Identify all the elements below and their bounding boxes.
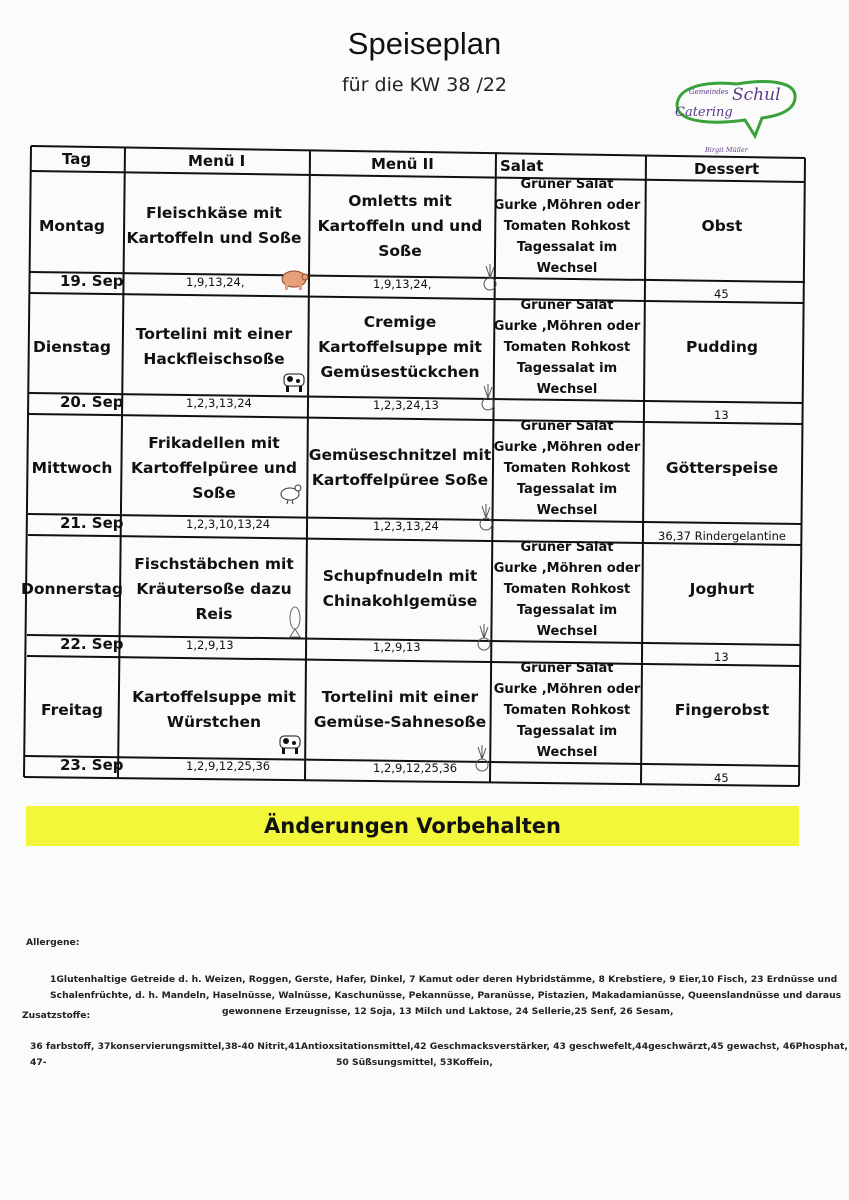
menu1-allergen-codes: 1,2,3,13,24 bbox=[186, 396, 252, 410]
date-cell: 22. Sep bbox=[60, 635, 124, 653]
col-header-tag: Tag bbox=[62, 150, 92, 168]
dessert-cell: Pudding bbox=[685, 337, 759, 356]
cow-icon bbox=[280, 366, 308, 394]
day-cell: Dienstag bbox=[33, 337, 111, 356]
date-cell: 19. Sep bbox=[60, 272, 124, 290]
allergene-line-2: Schalenfrüchte, d. h. Mandeln, Haselnüsse, Walnüsse, Kaschunüsse, Pekannüsse, Paranüsse, Pistazien, Makadamianüsse, Queenslandnüsse und daraus bbox=[50, 990, 842, 1001]
salat-cell: Grüner Salat Gurke ,Möhren oder Tomaten Rohkost Tagessalat im Wechsel bbox=[493, 418, 641, 518]
radish-icon bbox=[480, 264, 500, 294]
salat-cell: Grüner Salat Gurke ,Möhren oder Tomaten Rohkost Tagessalat im Wechsel bbox=[493, 539, 641, 639]
date-cell: 20. Sep bbox=[60, 393, 124, 411]
chicken-icon bbox=[278, 480, 304, 504]
menu2-allergen-codes: 1,2,9,13 bbox=[373, 640, 421, 654]
dessert-allergen-codes: 13 bbox=[714, 650, 729, 664]
menu2-cell: Omletts mit Kartoffeln und und Soße bbox=[317, 191, 483, 260]
menu2-cell: Schupfnudeln mit Chinakohlgemüse bbox=[322, 567, 478, 610]
menu1-cell: Kartoffelsuppe mit Würstchen bbox=[132, 688, 296, 731]
col-header-menu2: Menü II bbox=[371, 155, 434, 173]
salat-cell: Grüner Salat Gurke ,Möhren oder Tomaten Rohkost Tagessalat im Wechsel bbox=[493, 297, 641, 397]
cow-icon bbox=[276, 728, 304, 756]
menu1-allergen-codes: 1,2,3,10,13,24 bbox=[186, 517, 271, 531]
logo-text-4: Birgit Müller bbox=[705, 146, 748, 154]
menu1-cell: Fischstäbchen mit Kräutersoße dazu Reis bbox=[134, 554, 294, 623]
allergene-line-1: 1Glutenhaltige Getreide d. h. Weizen, Roggen, Gerste, Hafer, Dinkel, 7 Kamut oder deren Hybridstämme, 8 Krebstiere, 9 Eier,10 Fisch, 23 Erdnüsse und bbox=[50, 974, 838, 985]
dessert-allergen-codes: 45 bbox=[714, 771, 729, 785]
radish-icon bbox=[478, 384, 498, 414]
zusatz-heading: Zusatzstoffe: bbox=[22, 1010, 91, 1021]
radish-icon bbox=[472, 745, 492, 775]
menu2-cell: Gemüseschnitzel mit Kartoffelpüree Soße bbox=[308, 446, 492, 489]
menu1-allergen-codes: 1,2,9,12,25,36 bbox=[186, 759, 271, 773]
allergene-line-3: gewonnene Erzeugnisse, 12 Soja, 13 Milch und Laktose, 24 Sellerie,25 Senf, 26 Sesam, bbox=[222, 1006, 674, 1017]
dessert-cell: Obst bbox=[701, 216, 743, 235]
menu2-allergen-codes: 1,2,3,24,13 bbox=[373, 398, 439, 412]
dessert-cell: Götterspeise bbox=[665, 458, 779, 477]
menu2-allergen-codes: 1,2,3,13,24 bbox=[373, 519, 439, 533]
changes-reserved-banner: Änderungen Vorbehalten bbox=[26, 806, 799, 846]
menu2-cell: Tortelini mit einer Gemüse-Sahnesoße bbox=[313, 688, 487, 731]
col-header-salat: Salat bbox=[500, 157, 544, 175]
salat-cell: Grüner Salat Gurke ,Möhren oder Tomaten Rohkost Tagessalat im Wechsel bbox=[493, 176, 641, 276]
col-header-dessert: Dessert bbox=[694, 160, 760, 178]
pig-icon bbox=[278, 264, 310, 292]
page-title: Speiseplan bbox=[347, 26, 502, 61]
menu1-cell: Fleischkäse mit Kartoffeln und Soße bbox=[126, 204, 302, 247]
menu2-allergen-codes: 1,2,9,12,25,36 bbox=[373, 761, 458, 775]
zusatz-line-2: 50 Süßsungsmittel, 53Koffein, bbox=[336, 1057, 493, 1068]
day-cell: Montag bbox=[38, 216, 106, 235]
radish-icon bbox=[474, 624, 494, 654]
menu1-cell: Tortelini mit einer Hackfleischsoße bbox=[135, 325, 293, 368]
menu1-allergen-codes: 1,2,9,13 bbox=[186, 638, 234, 652]
dessert-allergen-codes: 45 bbox=[714, 287, 729, 301]
dessert-cell: Joghurt bbox=[689, 579, 755, 598]
zusatz-line-1: 36 farbstoff, 37konservierungsmittel,38-40 Nitrit,41Antioxsitationsmittel,42 Geschmacksverstärker, 43 geschwefelt,44geschwärzt,45 gewachst, 46Phosphat, 47- bbox=[30, 1041, 848, 1068]
salat-cell: Grüner Salat Gurke ,Möhren oder Tomaten Rohkost Tagessalat im Wechsel bbox=[493, 660, 641, 760]
menu2-cell: Cremige Kartoffelsuppe mit Gemüsestückchen bbox=[318, 312, 482, 381]
logo-text-3: Catering bbox=[675, 105, 733, 120]
day-cell: Freitag bbox=[40, 700, 104, 719]
col-header-menu1: Menü I bbox=[188, 152, 246, 170]
allergene-heading: Allergene: bbox=[26, 937, 80, 948]
dessert-cell: Fingerobst bbox=[674, 700, 770, 719]
radish-icon bbox=[476, 504, 496, 534]
day-cell: Donnerstag bbox=[21, 579, 123, 598]
dessert-allergen-codes: 13 bbox=[714, 408, 729, 422]
day-cell: Mittwoch bbox=[31, 458, 113, 477]
date-cell: 23. Sep bbox=[60, 756, 124, 774]
menu1-allergen-codes: 1,9,13,24, bbox=[186, 275, 245, 289]
logo-text-2: Schul bbox=[732, 85, 781, 105]
date-cell: 21. Sep bbox=[60, 514, 124, 532]
dessert-allergen-codes: 36,37 Rindergelantine bbox=[658, 529, 786, 543]
logo-text-1: Gemeindes bbox=[689, 88, 729, 96]
menu2-allergen-codes: 1,9,13,24, bbox=[373, 277, 432, 291]
menu1-cell: Frikadellen mit Kartoffelpüree und Soße bbox=[131, 433, 297, 502]
page-subtitle: für die KW 38 /22 bbox=[341, 74, 508, 96]
fish-icon bbox=[286, 604, 304, 638]
